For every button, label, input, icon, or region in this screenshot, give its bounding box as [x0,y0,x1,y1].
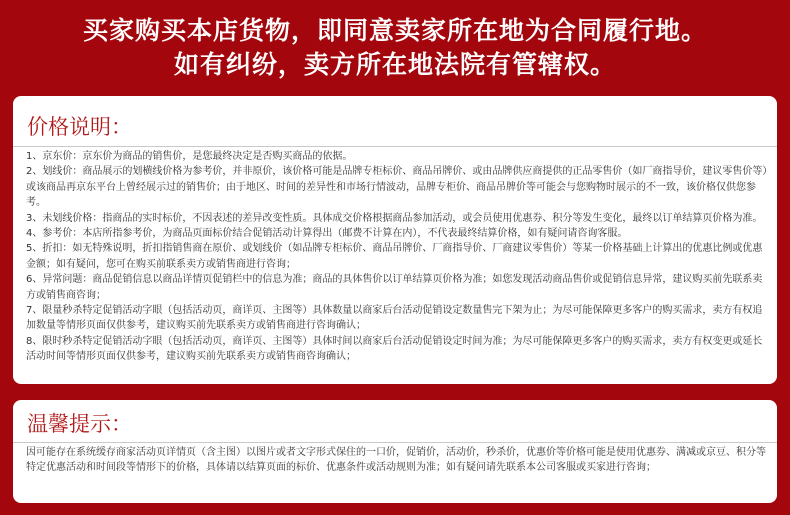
price-items-list [26,149,768,365]
price-item-limited-quantity-flash-sale: 7、限量秒杀特定促销活动字眼（包括活动页，商详页、主图等）具体数量以商家后台活动促销设定数量售完下架为止；为尽可能保障更多客户的购买需求，卖方有权追加数量等情形页面仅供参考，建议购买前先联系卖方或销售商进行咨询确认； [26,305,763,332]
tips-body-text: 因可能存在系统缓存商家活动页详情页（含主图）以图片或者文字形式保住的一口价，促销价，活动价，秒杀价，优惠价等价格可能是使用优惠券、满减或京豆、积分等特定优惠活动和时间段等情形下的价格，具体请以结算页面的标价、优惠条件或活动规则为准；如有疑问请先联系本公司客服或买家进行咨询； [26,447,766,474]
price-item-abnormal-issues: 6、异常问题：商品促销信息以商品详情页促销栏中的信息为准；商品的具体售价以订单结算页价格为准；如您发现活动商品售价或促销信息异常，建议购买前先联系卖方或销售商咨询； [26,274,763,301]
price-item-jd-price: 1、京东价：京东价为商品的销售价，是您最终决定是否购买商品的依据。 [26,151,353,162]
price-item-unlined-price: 3、未划线价格：指商品的实时标价，不因表述的差异改变性质。具体成交价格根据商品参加活动，或会员使用优惠券、积分等发生变化，最终以订单结算页价格为准。 [26,212,763,224]
price-item-discount: 5、折扣：如无特殊说明，折扣指销售商在原价、或划线价（如品牌专柜标价、商品吊牌价、厂商指导价、厂商建议零售价）等某一价格基础上计算出的优惠比例或优惠金额；如有疑问，您可在购买前联系卖方或销售商进行咨询； [26,243,763,270]
price-section-title: 价格说明： [27,115,132,139]
header-line-1: 买家购买本店货物，即同意卖家所在地为合同履行地。 [82,16,707,45]
price-item-limited-time-flash-sale: 8、限时秒杀特定促销活动字眼（包括活动页，商详页、主图等）具体时间以商家后台活动促销设定时间为准；为尽可能保障更多客户的购买需求，卖方有权变更或延长活动时间等情形页面仅供参考，建议购买前先联系卖方或销售商咨询确认； [26,335,763,363]
price-explanation-card [13,96,777,384]
price-item-reference-price: 4、参考价：本店所指参考价，为商品页面标价结合促销活动计算得出（邮费不计算在内），不代表最终结算价格，如有疑问请咨询客服。 [26,228,628,240]
tips-section-title: 温馨提示： [27,412,132,436]
tips-section-divider [13,442,777,443]
price-section-divider [13,146,777,147]
header-banner [0,14,790,82]
warm-tips-card [13,400,777,503]
header-line-2: 如有纠纷，卖方所在地法院有管辖权。 [173,50,616,79]
price-item-strikethrough-price: 2、划线价：商品展示的划横线价格为参考价，并非原价，该价格可能是品牌专柜标价、商品吊牌价、或由品牌供应商提供的正品零售价（如厂商指导价，建议零售价等）或该商品再京东平台上曾经展示过的销售价；由于地区、时间的差异性和市场行情波动，品牌专柜价、商品吊牌价等可能会与您购物时展示的不一致，该价格仅供您参考。 [26,166,768,209]
